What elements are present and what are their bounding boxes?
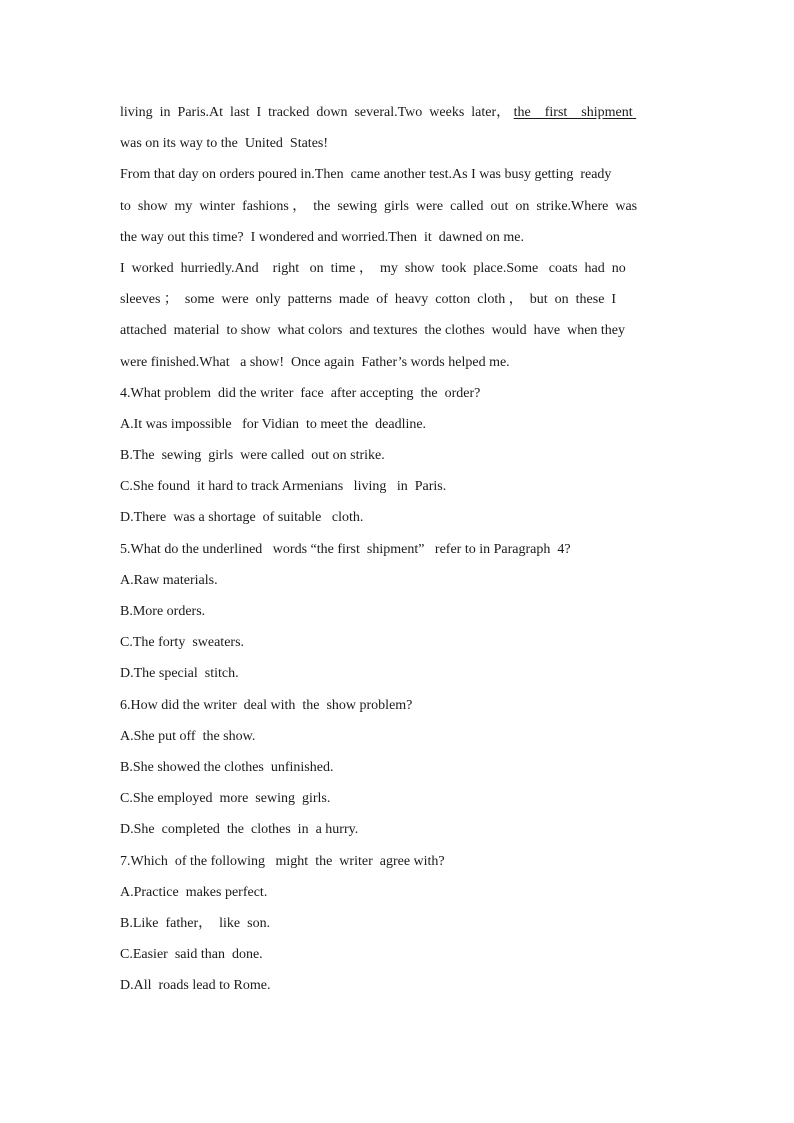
answer-option: C.Easier said than done. bbox=[120, 947, 263, 963]
passage-line: sleeves ； some were only patterns made of heavy cotton cloth ， but on these I bbox=[120, 292, 617, 308]
passage-line: were finished.What a show! Once again Father’s words helped me. bbox=[120, 354, 510, 370]
answer-option: B.Like father， like son. bbox=[120, 915, 271, 931]
passage-line: I worked hurriedly.And right on time ， my show took place.Some coats had no bbox=[120, 260, 626, 276]
answer-option: A.Raw materials. bbox=[120, 572, 218, 588]
answer-option: B.The sewing girls were called out on strike. bbox=[120, 448, 385, 464]
passage-line: attached material to show what colors and textures the clothes would have when they bbox=[120, 323, 626, 339]
document-page bbox=[120, 97, 673, 1001]
answer-option: D.The special stitch. bbox=[120, 666, 239, 682]
answer-option: D.All roads lead to Rome. bbox=[120, 978, 271, 994]
passage-line: From that day on orders poured in.Then came another test.As I was busy getting ready bbox=[120, 167, 612, 183]
answer-option: A.She put off the show. bbox=[120, 728, 256, 744]
underlined-phrase: the first shipment bbox=[513, 105, 633, 120]
answer-option: D.She completed the clothes in a hurry. bbox=[120, 822, 359, 838]
question-stem: 5.What do the underlined words “the first shipment” refer to in Paragraph 4? bbox=[120, 541, 571, 557]
answer-option: C.The forty sweaters. bbox=[120, 635, 245, 651]
answer-option: A.It was impossible for Vidian to meet the deadline. bbox=[120, 416, 427, 432]
question-stem: 7.Which of the following might the writer agree with? bbox=[120, 853, 445, 869]
answer-option: D.There was a shortage of suitable cloth. bbox=[120, 510, 364, 526]
passage-text: living in Paris.At last I tracked down several.Two weeks later， bbox=[120, 105, 514, 120]
answer-option: B.She showed the clothes unfinished. bbox=[120, 759, 334, 775]
passage-line: to show my winter fashions ， the sewing girls were called out on strike.Where was bbox=[120, 198, 638, 214]
answer-option: B.More orders. bbox=[120, 604, 206, 619]
question-stem: 4.What problem did the writer face after accepting the order? bbox=[120, 385, 481, 401]
answer-option: C.She found it hard to track Armenians living in Paris. bbox=[120, 479, 447, 495]
answer-option: C.She employed more sewing girls. bbox=[120, 791, 331, 807]
passage-line: was on its way to the United States! bbox=[120, 136, 329, 152]
question-stem: 6.How did the writer deal with the show problem? bbox=[120, 697, 413, 713]
passage-line: the way out this time? I wondered and worried.Then it dawned on me. bbox=[120, 229, 524, 245]
passage-line bbox=[120, 97, 673, 128]
answer-option: A.Practice makes perfect. bbox=[120, 884, 268, 900]
